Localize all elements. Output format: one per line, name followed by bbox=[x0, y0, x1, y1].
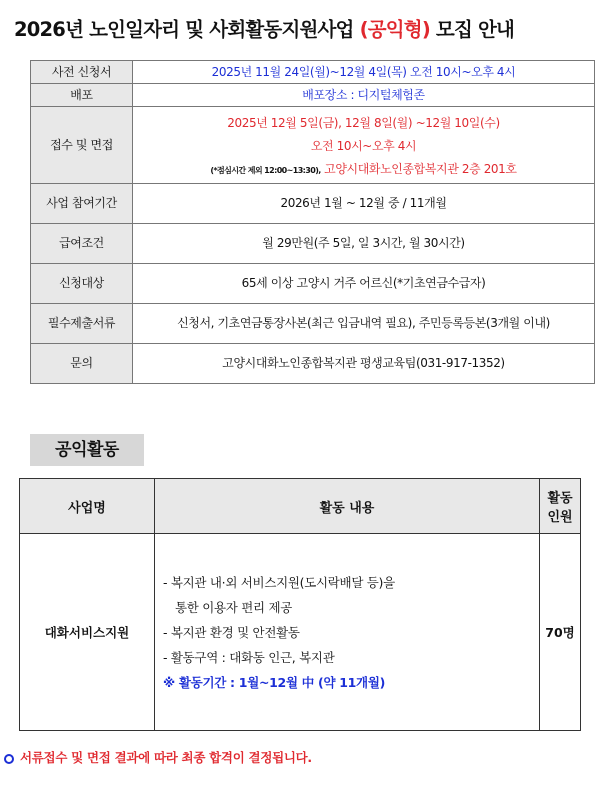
circle-bullet-icon bbox=[4, 754, 14, 764]
reception-lunch-note: (*점심시간 제외 12:00~13:30), bbox=[210, 165, 321, 175]
info-row-period bbox=[31, 184, 595, 224]
title-main: 2026년 노인일자리 및 사회활동지원사업 bbox=[14, 18, 360, 41]
header-content: 활동 내용 bbox=[155, 479, 540, 534]
info-row-reception bbox=[31, 107, 595, 184]
activity-header-row bbox=[20, 479, 581, 534]
header-count bbox=[540, 479, 581, 534]
content-line-1: - 복지관 내·외 서비스지원(도시락배달 등)을 bbox=[163, 574, 395, 590]
reception-label: 접수 및 면접 bbox=[31, 107, 133, 184]
footer-note bbox=[4, 748, 312, 766]
reception-value bbox=[133, 107, 595, 184]
reception-place: 고양시대화노인종합복지관 2층 201호 bbox=[320, 161, 517, 176]
page-title bbox=[14, 14, 604, 42]
period-value: 2026년 1월 ~ 12월 중 / 11개월 bbox=[133, 184, 595, 224]
activity-name: 대화서비스지원 bbox=[20, 534, 155, 731]
activity-content bbox=[155, 534, 540, 731]
docs-label: 필수제출서류 bbox=[31, 304, 133, 344]
content-line-4: - 활동구역 : 대화동 인근, 복지관 bbox=[163, 649, 335, 665]
pre-apply-line-1: 2025년 11월 24일(월)~12월 4일(목) 오전 10시~오후 4시 bbox=[133, 61, 595, 84]
footer-note-text: 서류접수 및 면접 결과에 따라 최종 합격이 결정됩니다. bbox=[20, 750, 312, 765]
activity-row bbox=[20, 534, 581, 731]
title-tail: 모집 안내 bbox=[429, 18, 515, 41]
title-accent: (공익형) bbox=[359, 18, 430, 41]
header-name: 사업명 bbox=[20, 479, 155, 534]
activity-count: 70명 bbox=[540, 534, 581, 731]
contact-label: 문의 bbox=[31, 344, 133, 384]
pre-apply-label-2: 배포 bbox=[31, 84, 133, 107]
info-row-pre-apply-2 bbox=[31, 84, 595, 107]
pay-value: 월 29만원(주 5일, 일 3시간, 월 30시간) bbox=[133, 224, 595, 264]
pre-apply-line-2: 배포장소 : 디지털체험존 bbox=[133, 84, 595, 107]
header-count-line-1: 활동 bbox=[547, 491, 573, 506]
period-label: 사업 참여기간 bbox=[31, 184, 133, 224]
header-count-line-2: 인원 bbox=[547, 510, 573, 525]
info-row-pre-apply-1 bbox=[31, 61, 595, 84]
content-highlight: ※ 활동기간 : 1월~12월 中 (약 11개월) bbox=[163, 674, 386, 690]
reception-line-1: 2025년 12월 5일(금), 12월 8일(월) ~12월 10일(수) bbox=[227, 115, 500, 130]
info-row-target bbox=[31, 264, 595, 304]
activity-table bbox=[19, 478, 581, 731]
pre-apply-label-1: 사전 신청서 bbox=[31, 61, 133, 84]
info-table bbox=[30, 60, 595, 384]
target-label: 신청대상 bbox=[31, 264, 133, 304]
content-line-3: - 복지관 환경 및 안전활동 bbox=[163, 624, 300, 640]
target-value: 65세 이상 고양시 거주 어르신(*기초연금수급자) bbox=[133, 264, 595, 304]
content-line-2: 통한 이용자 편리 제공 bbox=[175, 599, 292, 615]
pay-label: 급여조건 bbox=[31, 224, 133, 264]
info-row-docs bbox=[31, 304, 595, 344]
reception-line-3 bbox=[133, 162, 594, 177]
docs-value: 신청서, 기초연금통장사본(최근 입금내역 필요), 주민등록등본(3개월 이내) bbox=[133, 304, 595, 344]
section-title: 공익활동 bbox=[30, 434, 144, 466]
reception-line-2: 오전 10시~오후 4시 bbox=[310, 138, 417, 153]
contact-value: 고양시대화노인종합복지관 평생교육팀(031-917-1352) bbox=[133, 344, 595, 384]
info-row-contact bbox=[31, 344, 595, 384]
info-row-pay bbox=[31, 224, 595, 264]
